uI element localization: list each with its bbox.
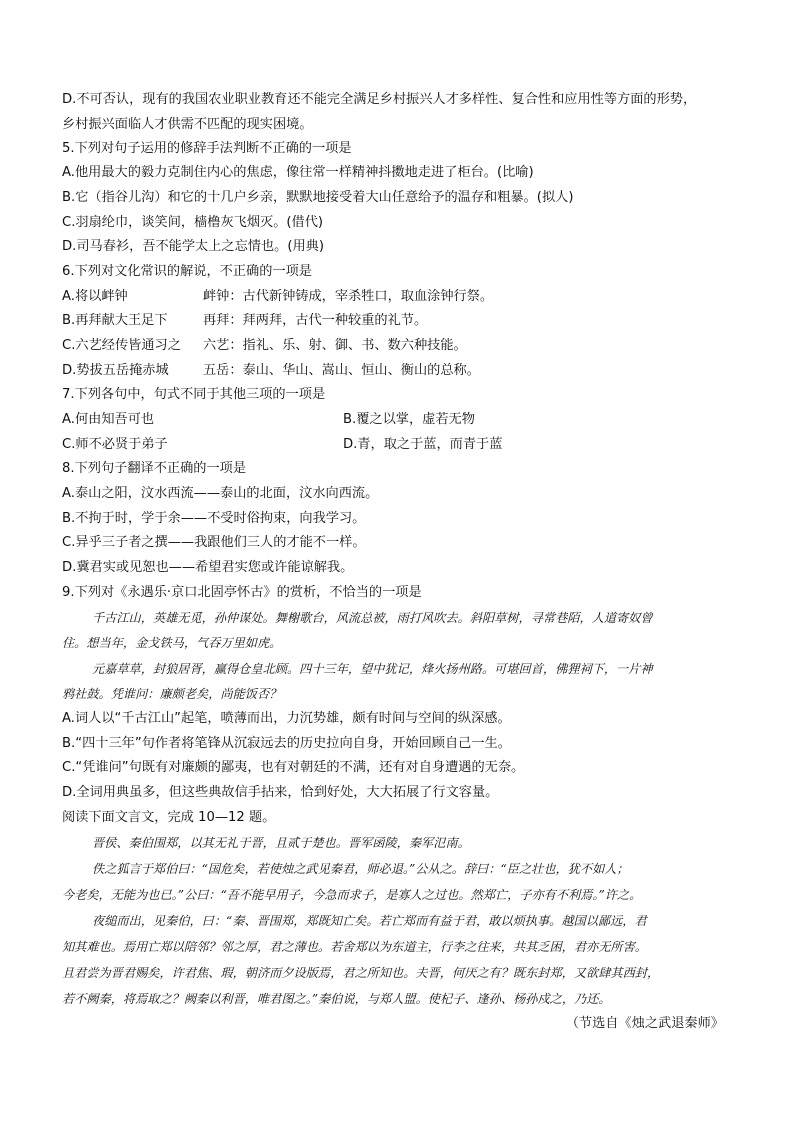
passage-source: （节选自《烛之武退秦师》 <box>565 1016 724 1031</box>
q7-stem: 7.下列各句中，句式不同于其他三项的一项是 <box>62 387 326 402</box>
q9-poem-line-4: 鸦社鼓。凭谁问：廉颇老矣，尚能饭否？ <box>62 687 282 701</box>
q9-option-d: D.全词用典虽多，但这些典故信手拈来，恰到好处，大大拓展了行文容量。 <box>62 785 499 800</box>
q9-option-c: C.“凭谁问”句既有对廉颇的鄙夷，也有对朝廷的不满，还有对自身遭遇的无奈。 <box>62 760 525 775</box>
q8-option-a: A.泰山之阳，汶水西流——泰山的北面，汶水向西流。 <box>62 486 379 501</box>
q7-option-b: B.覆之以掌，虚若无物 <box>343 412 475 427</box>
q8-option-c: C.异乎三子者之撰——我跟他们三人的才能不一样。 <box>62 535 366 550</box>
q7-option-c: C.师不必贤于弟子 <box>62 437 168 452</box>
q5-option-d: D.司马春衫，吾不能学太上之忘情也。(用典) <box>62 239 325 254</box>
q9-poem-line-3: 元嘉草草，封狼居胥，赢得仓皇北顾。四十三年，望中犹记，烽火扬州路。可堪回首，佛狸祠下，一片神 <box>92 662 653 676</box>
q4-option-d-line-1: D.不可否认，现有的我国农业职业教育还不能完全满足乡村振兴人才多样性、复合性和应用性等方面的形势， <box>62 92 697 107</box>
q8-option-d: D.冀君实或见恕也——希望君实您或许能谅解我。 <box>62 560 354 575</box>
q6-option-d-term: D.势拔五岳掩赤城 <box>62 363 169 378</box>
q6-option-b-def: 再拜：拜两拜，古代一种较重的礼节。 <box>203 313 428 328</box>
passage-line-3: 今老矣，无能为也已。”公曰：“吾不能早用子，今急而求子，是寡人之过也。然郑亡，子亦有不利焉。”许之。 <box>62 888 642 902</box>
passage-line-5: 知其难也。焉用亡郑以陪邻？邻之厚，君之薄也。若舍郑以为东道主，行李之往来，共其乏困，君亦无所害。 <box>62 940 647 954</box>
q6-option-c-term: C.六艺经传皆通习之 <box>62 338 181 353</box>
q5-stem: 5.下列对句子运用的修辞手法判断不正确的一项是 <box>62 141 352 156</box>
q7-option-d: D.青，取之于蓝，而青于蓝 <box>343 437 503 452</box>
q5-option-c: C.羽扇纶巾，谈笑间，樯橹灰飞烟灭。(借代) <box>62 215 324 230</box>
q4-option-d-line-2: 乡村振兴面临人才供需不匹配的现实困境。 <box>62 117 313 132</box>
q6-option-d-def: 五岳：泰山、华山、嵩山、恒山、衡山的总称。 <box>203 363 480 378</box>
q9-poem-line-2: 住。想当年，金戈铁马，气吞万里如虎。 <box>62 636 282 650</box>
passage-line-1: 晋侯、秦伯围郑，以其无礼于晋，且贰于楚也。晋军函陵，秦军氾南。 <box>92 836 470 850</box>
q6-stem: 6.下列对文化常识的解说，不正确的一项是 <box>62 264 312 279</box>
q5-option-a: A.他用最大的毅力克制住内心的焦虑，像往常一样精神抖擞地走进了柜台。(比喻) <box>62 165 534 180</box>
passage-line-6: 且君尝为晋君赐矣，许君焦、瑕，朝济而夕设版焉，君之所知也。夫晋，何厌之有？既东封郑，又欲肆其西封， <box>62 966 660 980</box>
q9-option-b: B.“四十三年”句作者将笔锋从沉寂远去的历史拉向自身，开始回顾自己一生。 <box>62 736 511 751</box>
q9-stem: 9.下列对《永遇乐·京口北固亭怀古》的赏析，不恰当的一项是 <box>62 585 422 600</box>
passage-line-2: 佚之狐言于郑伯曰：“国危矣，若使烛之武见秦君，师必退。”公从之。辞曰：“臣之壮也，犹不如人； <box>92 862 629 876</box>
reading-intro: 阅读下面文言文，完成 10—12 题。 <box>62 810 276 825</box>
q9-option-a: A.词人以“千古江山”起笔，喷薄而出，力沉势雄，颇有时间与空间的纵深感。 <box>62 711 511 726</box>
passage-line-4: 夜缒而出，见秦伯，曰：“秦、晋围郑，郑既知亡矣。若亡郑而有益于君，敢以烦执事。越国以鄙远，君 <box>92 914 647 928</box>
q8-stem: 8.下列句子翻译不正确的一项是 <box>62 461 247 476</box>
q6-option-b-term: B.再拜献大王足下 <box>62 313 168 328</box>
q6-option-a-term: A.将以衅钟 <box>62 289 128 304</box>
q7-option-a: A.何由知吾可也 <box>62 412 155 427</box>
q6-option-a-def: 衅钟：古代新钟铸成，宰杀牲口，取血涂钟行祭。 <box>203 289 494 304</box>
q9-poem-line-1: 千古江山，英雄无觅，孙仲谋处。舞榭歌台，风流总被，雨打风吹去。斜阳草树，寻常巷陌，人道寄奴曾 <box>92 611 653 625</box>
q8-option-b: B.不拘于时，学于余——不受时俗拘束，向我学习。 <box>62 511 366 526</box>
passage-line-7: 若不阙秦，将焉取之？阙秦以利晋，唯君图之。”秦伯说，与郑人盟。使杞子、逢孙、杨孙戍之，乃还。 <box>62 992 611 1006</box>
q6-option-c-def: 六艺：指礼、乐、射、御、书、数六种技能。 <box>203 338 467 353</box>
q5-option-b: B.它（指谷儿沟）和它的十几户乡亲，默默地接受着大山任意给予的温存和粗暴。(拟人) <box>62 190 574 205</box>
